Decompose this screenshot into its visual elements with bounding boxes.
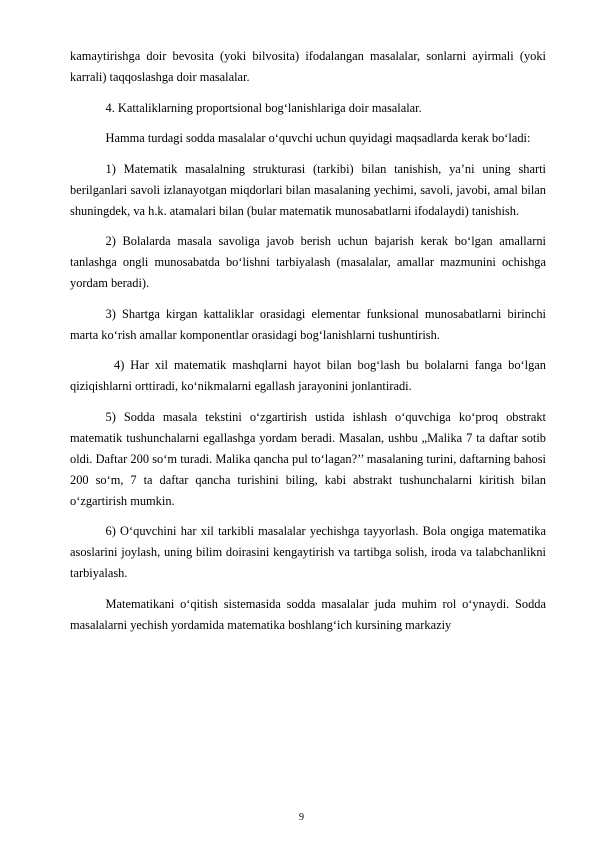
- paragraph-goal-6: 6) O‘quvchini har xil tarkibli masalalar yechishga tayyorlash. Bola ongiga matematika asoslarini joylash, uning bilim doirasini kengaytirish va tartibga solish, iroda va talabchanlikni tarbiyalash.: [70, 524, 546, 580]
- paragraph-item-4: 4. Kattaliklarning proportsional bog‘lanishlariga doir masalalar.: [105, 100, 422, 115]
- paragraph-goal-3: 3) Shartga kirgan kattaliklar orasidagi elementar funksional munosabatlarni birinchi marta ko‘rish amallar komponentlar orasidagi bog‘lanishlarni tushuntirish.: [70, 306, 546, 342]
- paragraph-goal-1: 1) Matematik masalalning strukturasi (tarkibi) bilan tanishish, ya’ni uning sharti berilganlari savoli izlanayotgan miqdorlari bilan masalaning yechimi, savoli, javobi, amal bilan shuningdek, va h.k. atamalari bilan (bular matematik munosabatlarni ifodalaydi) tanishish.: [70, 161, 546, 218]
- paragraph-goal-4: 4) Har xil matematik mashqlarni hayot bilan bog‘lash bu bolalarni fanga bo‘lgan qiziqishlarni orttiradi, ko‘nikmalarni egallash jarayonini jonlantiradi.: [70, 358, 546, 393]
- document-body: [70, 46, 546, 645]
- paragraph-continuation: kamaytirishga doir bevosita (yoki bilvosita) ifodalangan masalalar, sonlarni ayirmali (yoki karrali) taqqoslashga doir masalalar.: [70, 49, 546, 84]
- paragraph-goal-2: 2) Bolalarda masala savoliga javob berish uchun bajarish kerak bo‘lgan amallarni tanlashga ongli munosabatda bo‘lishni tarbiyalash (masalalar, amallar mazmunini ochishga yordam beradi).: [70, 234, 546, 290]
- paragraph-goal-5: 5) Sodda masala tekstini o‘zgartirish ustida ishlash o‘quvchiga ko‘proq obstrakt matematik tushunchalarni egallashga yordam beradi. Masalan, ushbu „Malika 7 ta daftar sotib oldi. Daftar 200 so‘m turadi. Malika qancha pul to‘lagan?’’ masalaning turini, daftarning bahosi 200 so‘m, 7 ta daftar qancha turishini biling, kabi abstrakt tushunchalarni kiritish bilan o‘zgartirish mumkin.: [70, 409, 546, 508]
- paragraph-intro: Hamma turdagi sodda masalalar o‘quvchi uchun quyidagi maqsadlarda kerak bo‘ladi:: [105, 131, 531, 145]
- paragraph-conclusion: Matematikani o‘qitish sistemasida sodda masalalar juda muhim rol o‘ynaydi. Sodda masalalarni yechish yordamida matematika boshlang‘ich kursining markaziy: [70, 596, 546, 632]
- page-number: 9: [299, 812, 304, 823]
